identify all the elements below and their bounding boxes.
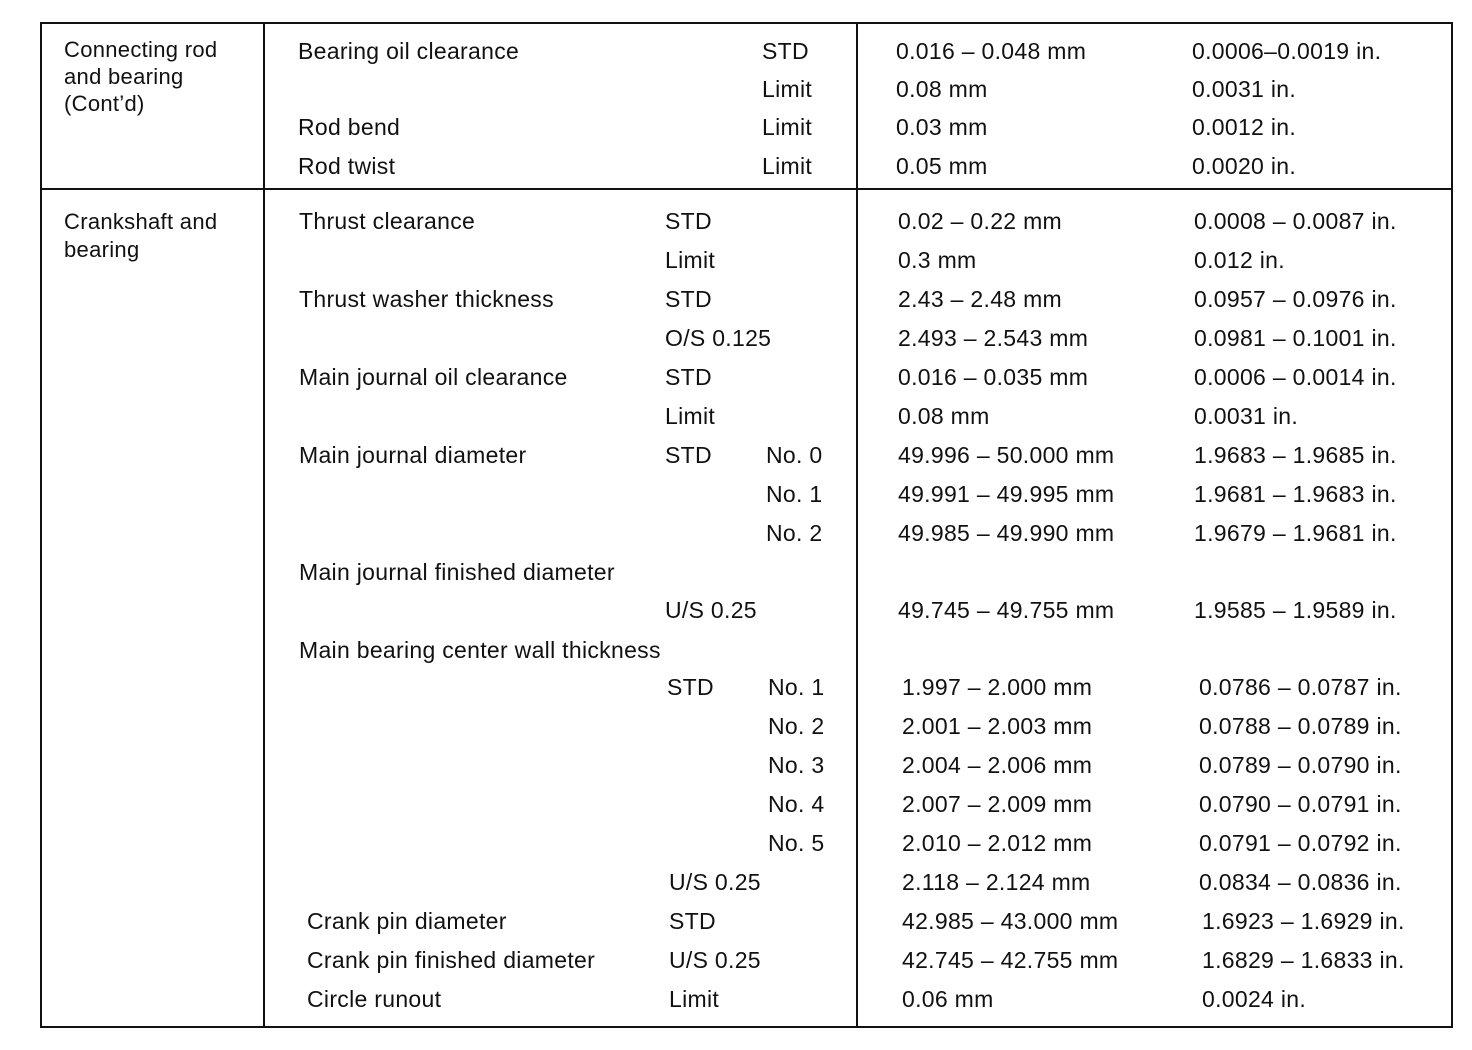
spec-imperial-value: 0.0012 in.	[1192, 114, 1297, 140]
spec-metric-value: 2.43 – 2.48 mm	[898, 286, 1063, 312]
spec-metric-value: 2.007 – 2.009 mm	[902, 791, 1093, 817]
spec-item-name: Crank pin diameter	[307, 908, 507, 934]
spec-imperial-value: 0.0788 – 0.0789 in.	[1199, 713, 1402, 739]
spec-metric-value: 0.016 – 0.035 mm	[898, 364, 1089, 390]
spec-metric-value: 0.08 mm	[898, 403, 990, 429]
spec-imperial-value: 0.0790 – 0.0791 in.	[1199, 791, 1402, 817]
spec-condition: Limit	[762, 114, 813, 140]
spec-item-name: Crank pin finished diameter	[307, 947, 596, 973]
section-category-label: and bearing	[64, 64, 184, 89]
spec-imperial-value: 0.0031 in.	[1192, 76, 1297, 102]
spec-metric-value: 0.06 mm	[902, 986, 994, 1012]
spec-metric-value: 0.02 – 0.22 mm	[898, 208, 1063, 234]
spec-sub-condition: No. 2	[766, 520, 823, 546]
section-category-label: Crankshaft and	[64, 209, 218, 234]
spec-imperial-value: 0.0020 in.	[1192, 153, 1297, 179]
spec-metric-value: 2.493 – 2.543 mm	[898, 325, 1089, 351]
spec-imperial-value: 1.9679 – 1.9681 in.	[1194, 520, 1397, 546]
spec-metric-value: 0.03 mm	[896, 114, 988, 140]
section-category-label: Connecting rod	[64, 37, 218, 62]
spec-metric-value: 0.016 – 0.048 mm	[896, 38, 1087, 64]
spec-condition: STD	[665, 208, 712, 234]
spec-imperial-value: 0.0791 – 0.0792 in.	[1199, 830, 1402, 856]
spec-condition: U/S 0.25	[669, 869, 761, 895]
spec-imperial-value: 0.0789 – 0.0790 in.	[1199, 752, 1402, 778]
spec-metric-value: 42.985 – 43.000 mm	[902, 908, 1119, 934]
spec-imperial-value: 0.0006 – 0.0014 in.	[1194, 364, 1397, 390]
spec-condition: STD	[669, 908, 716, 934]
spec-imperial-value: 1.9681 – 1.9683 in.	[1194, 481, 1397, 507]
spec-metric-value: 42.745 – 42.755 mm	[902, 947, 1119, 973]
spec-metric-value: 49.996 – 50.000 mm	[898, 442, 1115, 468]
spec-imperial-value: 0.0006–0.0019 in.	[1192, 38, 1382, 64]
spec-item-name: Circle runout	[307, 986, 442, 1012]
spec-item-name: Bearing oil clearance	[298, 38, 520, 64]
spec-condition: Limit	[669, 986, 720, 1012]
spec-metric-value: 49.745 – 49.755 mm	[898, 597, 1115, 623]
spec-item-name: Main journal diameter	[299, 442, 527, 468]
spec-sub-condition: No. 1	[768, 674, 825, 700]
category-column-divider	[263, 22, 265, 1028]
spec-metric-value: 2.001 – 2.003 mm	[902, 713, 1093, 739]
spec-metric-value: 49.985 – 49.990 mm	[898, 520, 1115, 546]
spec-item-name: Main bearing center wall thickness	[299, 637, 661, 663]
spec-imperial-value: 0.0834 – 0.0836 in.	[1199, 869, 1402, 895]
spec-imperial-value: 1.6923 – 1.6929 in.	[1202, 908, 1405, 934]
spec-sub-condition: No. 1	[766, 481, 823, 507]
section-divider	[40, 188, 1453, 190]
spec-sub-condition: No. 4	[768, 791, 825, 817]
spec-item-name: Thrust washer thickness	[299, 286, 554, 312]
spec-condition: U/S 0.25	[665, 597, 757, 623]
section-category-label: (Cont’d)	[64, 91, 145, 116]
spec-metric-value: 2.004 – 2.006 mm	[902, 752, 1093, 778]
spec-condition: O/S 0.125	[665, 325, 772, 351]
spec-condition: Limit	[762, 76, 813, 102]
spec-imperial-value: 0.0957 – 0.0976 in.	[1194, 286, 1397, 312]
spec-imperial-value: 1.9683 – 1.9685 in.	[1194, 442, 1397, 468]
spec-imperial-value: 0.0024 in.	[1202, 986, 1307, 1012]
spec-condition: STD	[667, 674, 714, 700]
spec-imperial-value: 0.0008 – 0.0087 in.	[1194, 208, 1397, 234]
spec-condition: STD	[665, 442, 712, 468]
spec-sub-condition: No. 5	[768, 830, 825, 856]
spec-sub-condition: No. 0	[766, 442, 823, 468]
spec-condition: STD	[665, 286, 712, 312]
spec-item-name: Thrust clearance	[299, 208, 476, 234]
spec-imperial-value: 0.012 in.	[1194, 247, 1285, 273]
spec-condition: Limit	[665, 403, 716, 429]
spec-imperial-value: 0.0981 – 0.1001 in.	[1194, 325, 1397, 351]
spec-imperial-value: 0.0786 – 0.0787 in.	[1199, 674, 1402, 700]
spec-item-name: Rod twist	[298, 153, 396, 179]
spec-metric-value: 2.010 – 2.012 mm	[902, 830, 1093, 856]
spec-metric-value: 49.991 – 49.995 mm	[898, 481, 1115, 507]
value-column-divider	[856, 22, 858, 1028]
spec-metric-value: 1.997 – 2.000 mm	[902, 674, 1093, 700]
spec-item-name: Main journal oil clearance	[299, 364, 568, 390]
spec-imperial-value: 1.9585 – 1.9589 in.	[1194, 597, 1397, 623]
spec-condition: Limit	[762, 153, 813, 179]
spec-sub-condition: No. 3	[768, 752, 825, 778]
spec-imperial-value: 1.6829 – 1.6833 in.	[1202, 947, 1405, 973]
spec-metric-value: 0.3 mm	[898, 247, 977, 273]
spec-sub-condition: No. 2	[768, 713, 825, 739]
spec-condition: U/S 0.25	[669, 947, 761, 973]
spec-item-name: Main journal finished diameter	[299, 559, 615, 585]
spec-condition: STD	[665, 364, 712, 390]
spec-condition: STD	[762, 38, 809, 64]
spec-metric-value: 2.118 – 2.124 mm	[902, 869, 1091, 895]
spec-item-name: Rod bend	[298, 114, 401, 140]
spec-metric-value: 0.08 mm	[896, 76, 988, 102]
spec-imperial-value: 0.0031 in.	[1194, 403, 1299, 429]
spec-metric-value: 0.05 mm	[896, 153, 988, 179]
section-category-label: bearing	[64, 237, 140, 262]
spec-condition: Limit	[665, 247, 716, 273]
